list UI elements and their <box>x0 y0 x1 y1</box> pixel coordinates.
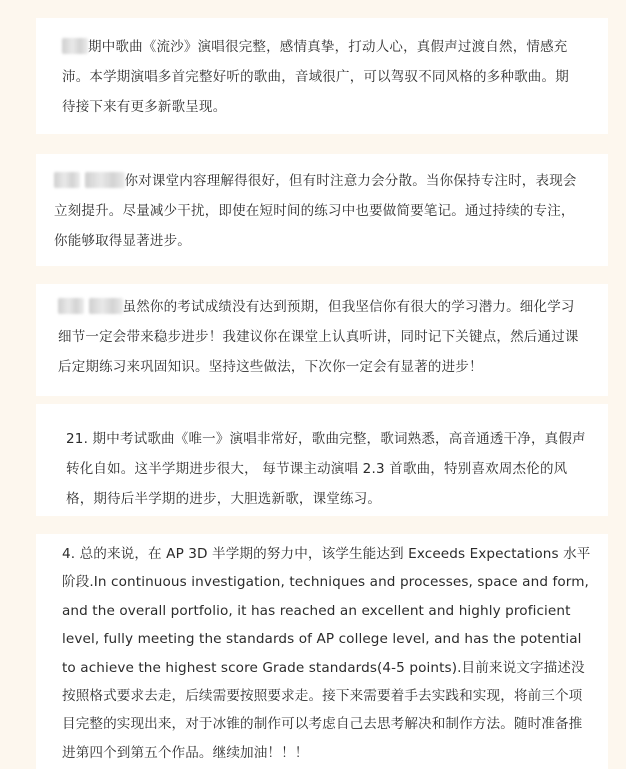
comment-text: 4. 总的来说，在 AP 3D 半学期的努力中，该学生能达到 Exceeds Expectations 水平阶段.In continuous investigation, techniques and processes, space and form, and the overall portfolio, it has reached an excellent and highly proficient level, fully meeting the standards of AP college level, and has the potential to achieve the highest score Grade standards(4-5 points).目前来说文字描述没按照格式要求去走，后续需要按照要求走。接下来需要着手去实践和实现，将前三个项目完整的实现出来，对于冰锥的制作可以考虑自己去思考解决和制作方法。随时准备推进第四个到第五个作品。继续加油！！！ <box>62 546 591 761</box>
comment-text: 你对课堂内容理解得很好，但有时注意力会分散。当你保持专注时，表现会立刻提升。尽量减少干扰，即使在短时间的练习中也要做简要笔记。通过持续的专注，你能够取得显著进步。 <box>54 173 577 249</box>
comment-text: 虽然你的考试成绩没有达到预期，但我坚信你有很大的学习潜力。细化学习细节一定会带来稳步进步！我建议你在课堂上认真听讲，同时记下关键点，然后通过课后定期练习来巩固知识。坚持这些做法，下次你一定会有显著的进步！ <box>58 299 579 375</box>
comment-card <box>36 18 608 134</box>
redacted-name <box>58 298 84 314</box>
comment-text: 期中歌曲《流沙》演唱很完整，感情真挚，打动人心，真假声过渡自然，情感充沛。本学期演唱多首完整好听的歌曲，音域很广，可以驾驭不同风格的多种歌曲。期待接下来有更多新歌呈现。 <box>62 39 569 115</box>
redacted-name <box>62 38 88 54</box>
redacted-name <box>85 172 125 188</box>
comment-card <box>36 404 608 516</box>
comment-card <box>36 284 608 396</box>
comment-card <box>36 534 608 769</box>
comment-text: 21. 期中考试歌曲《唯一》演唱非常好，歌曲完整，歌词熟悉，高音通透干净，真假声转化自如。这半学期进步很大， 每节课主动演唱 2.3 首歌曲，特别喜欢周杰伦的风格，期待后半学期的进步，大胆选新歌，课堂练习。 <box>66 431 586 507</box>
comment-card <box>36 154 608 266</box>
redacted-name <box>89 298 123 314</box>
redacted-name <box>54 172 80 188</box>
